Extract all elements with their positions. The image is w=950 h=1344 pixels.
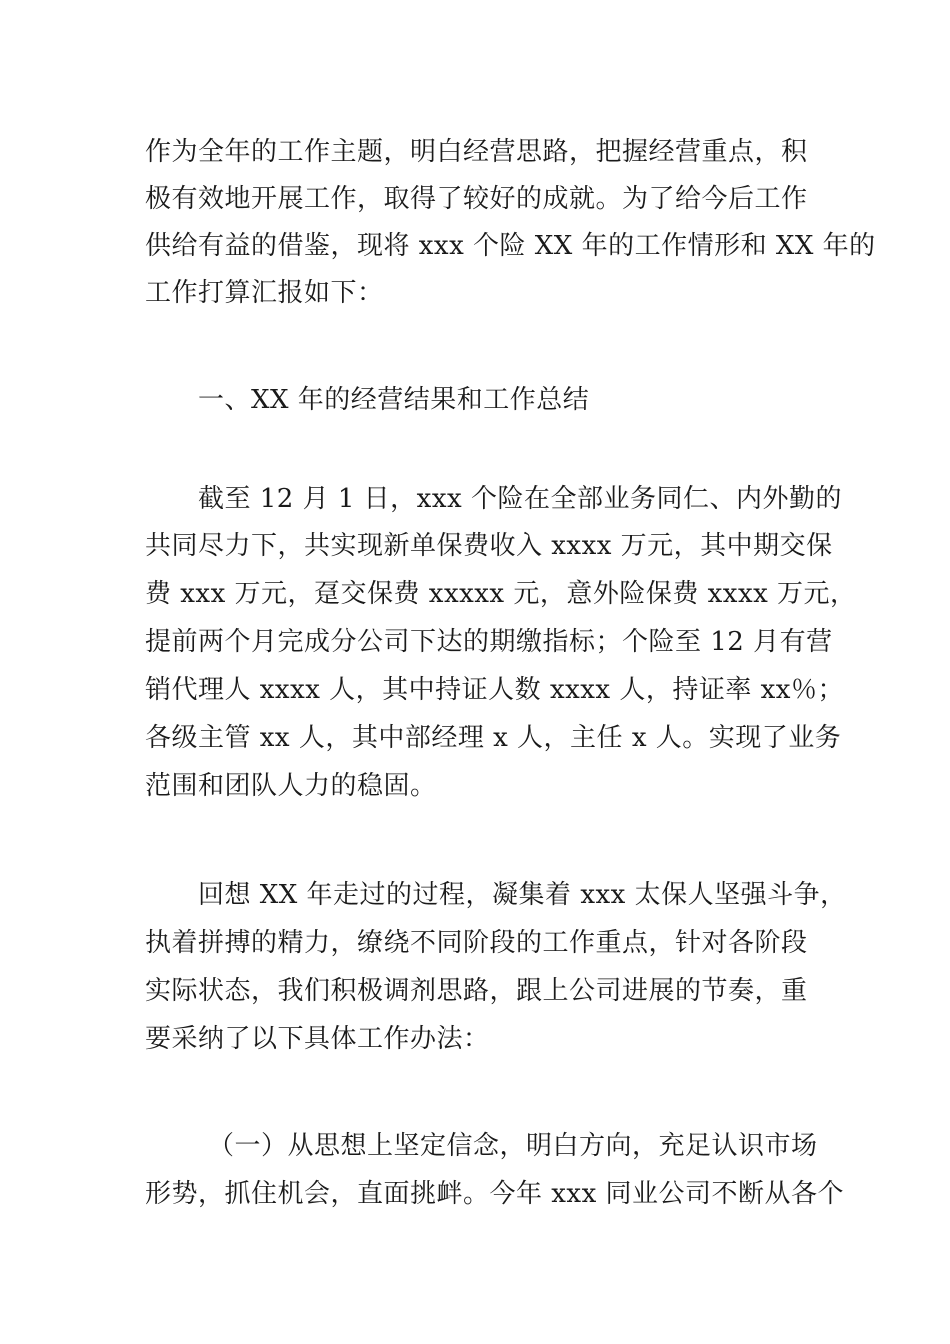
text-line: 范围和团队人力的稳固。 (145, 771, 437, 801)
text-line: 形势，抓住机会，直面挑衅。今年 xxx 同业公司不断从各个 (145, 1179, 845, 1209)
text-line: 回想 XX 年走过的过程，凝集着 xxx 太保人坚强斗争， (198, 880, 847, 910)
text-line: 实际状态，我们积极调剂思路，跟上公司进展的节奏，重 (145, 976, 808, 1006)
text-line: 极有效地开展工作，取得了较好的成就。为了给今后工作 (145, 184, 808, 214)
text-line: 提前两个月完成分公司下达的期缴指标；个险至 12 月有营 (145, 627, 833, 657)
text-line: 要采纳了以下具体工作办法： (145, 1024, 490, 1054)
text-line: 销代理人 xxxx 人，其中持证人数 xxxx 人，持证率 xx％； (145, 675, 844, 705)
text-line: 工作打算汇报如下： (145, 278, 384, 308)
text-line: 截至 12 月 1 日，xxx 个险在全部业务同仁、内外勤的 (198, 484, 842, 514)
text-line: 执着拼搏的精力，缭绕不同阶段的工作重点，针对各阶段 (145, 928, 808, 958)
text-line: 费 xxx 万元，趸交保费 xxxxx 元，意外险保费 xxxx 万元， (145, 579, 857, 609)
section-heading: 一、XX 年的经营结果和工作总结 (198, 385, 590, 415)
text-line: 各级主管 xx 人，其中部经理 x 人，主任 x 人。实现了业务 (145, 723, 842, 753)
text-line: 共同尽力下，共实现新单保费收入 xxxx 万元，其中期交保 (145, 531, 833, 561)
text-line: 供给有益的借鉴，现将 xxx 个险 XX 年的工作情形和 XX 年的 (145, 231, 876, 261)
text-line: 作为全年的工作主题，明白经营思路，把握经营重点，积 (145, 137, 808, 167)
text-line: （一）从思想上坚定信念，明白方向，充足认识市场 (208, 1131, 818, 1161)
